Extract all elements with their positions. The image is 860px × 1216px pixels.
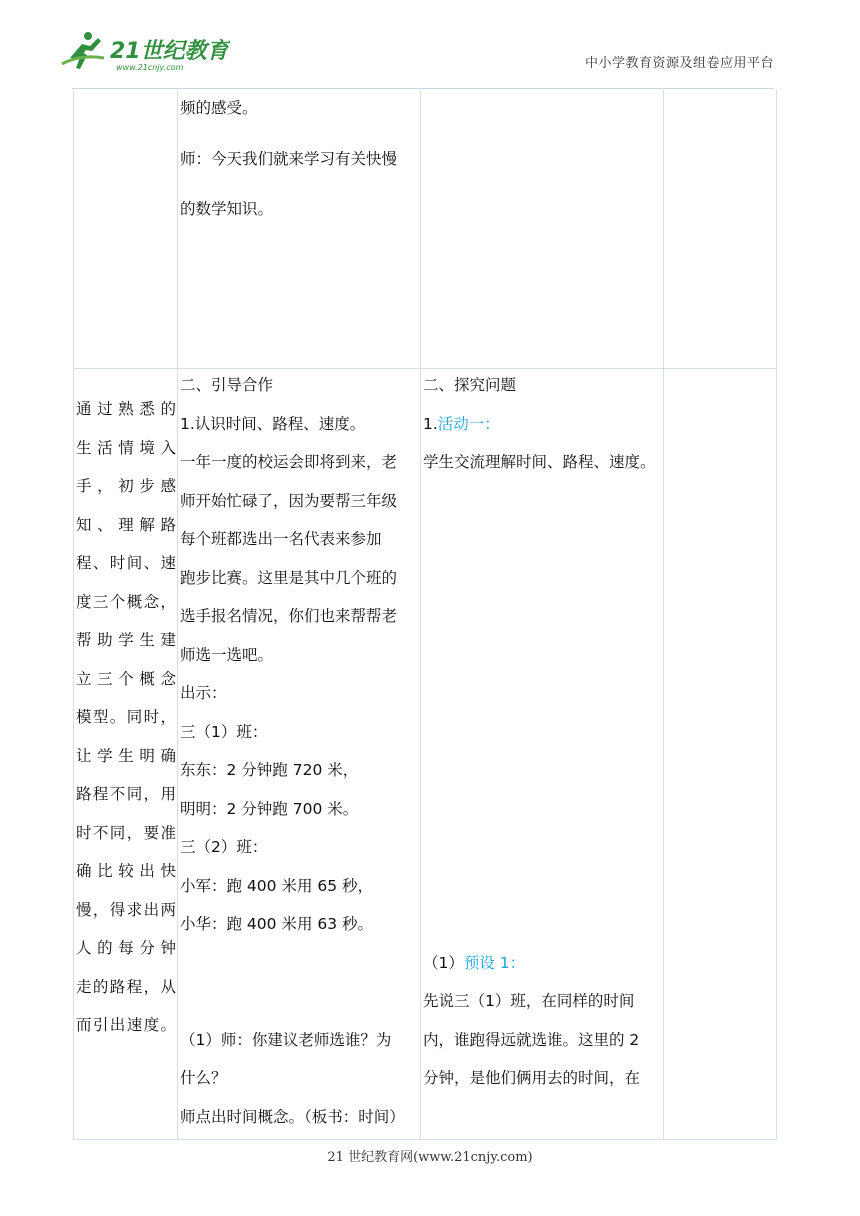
- text-line: 先说三（1）班，在同样的时间: [423, 992, 635, 1010]
- text-line: 帮助学生建: [76, 631, 176, 649]
- text-line: 的数学知识。: [180, 200, 274, 218]
- text-line: 一年一度的校运会即将到来，老: [180, 453, 398, 471]
- text-line: 每个班都选出一名代表来参加: [180, 530, 382, 548]
- text-line: 通过熟悉的: [76, 400, 176, 418]
- text-line: 三（2）班：: [180, 838, 268, 856]
- text-line: 人的每分钟: [76, 939, 176, 957]
- text-line: 师点出时间概念。（板书：时间）: [180, 1107, 405, 1126]
- text-line: 度三个概念，: [76, 592, 176, 611]
- activity-label: 1.活动一：: [423, 414, 500, 433]
- text-line: 生活情境入: [76, 438, 176, 457]
- logo-url: www.21cnjy.com: [116, 63, 184, 72]
- student-activity: [423, 366, 665, 1098]
- text-line: 分钟，是他们俩用去的时间，在: [423, 1069, 641, 1087]
- text-line: 1.认识时间、路程、速度。: [180, 414, 366, 433]
- text-line: 时不同，要准: [76, 823, 176, 842]
- preset-label: （1）预设 1：: [423, 953, 526, 972]
- text-line: 出示：: [180, 684, 227, 702]
- text-line: 模型。同时，: [76, 708, 176, 726]
- text-line: 频的感受。: [180, 99, 258, 117]
- logo-text: 21世纪教育: [110, 39, 229, 64]
- text-line: 小华：跑 400 米用 63 秒。: [180, 915, 374, 933]
- section-heading: 二、探究问题: [423, 376, 517, 394]
- text-line: 手，初步感: [76, 477, 176, 495]
- text-line: 什么？: [180, 1069, 227, 1087]
- platform-title: 中小学教育资源及组卷应用平台: [584, 56, 774, 71]
- text-line: 东东：2 分钟跑 720 米，: [180, 761, 359, 779]
- section-heading: 二、引导合作: [180, 376, 274, 394]
- text-line: 让学生明确: [76, 746, 176, 765]
- text-line: 程、时间、速: [76, 554, 176, 572]
- text-line: 跑步比赛。这里是其中几个班的: [180, 568, 398, 587]
- text-line: （1）师：你建议老师选谁？为: [180, 1030, 392, 1049]
- text-line: 内，谁跑得远就选谁。这里的 2: [423, 1030, 640, 1049]
- text-line: 确比较出快: [76, 862, 176, 880]
- page-footer: 21 世纪教育网(www.21cnjy.com): [327, 1150, 533, 1165]
- text-line: 学生交流理解时间、路程、速度。: [423, 453, 656, 471]
- design-intent: [76, 390, 176, 1045]
- text-line: 立三个概念: [76, 669, 176, 688]
- text-line: 而引出速度。: [76, 1016, 176, 1034]
- text-line: 师开始忙碌了，因为要帮三年级: [180, 491, 398, 510]
- header-divider: [72, 88, 774, 89]
- teacher-activity: [180, 366, 422, 1136]
- text-line: 小军：跑 400 米用 65 秒，: [180, 876, 374, 895]
- text-line: 师：今天我们就来学习有关快慢: [180, 149, 398, 168]
- text-line: 选手报名情况，你们也来帮帮老: [180, 607, 398, 625]
- text-line: 明明：2 分钟跑 700 米。: [180, 799, 359, 818]
- site-logo: [60, 28, 230, 74]
- text-line: 知、理解路: [76, 515, 176, 534]
- text-line: 路程不同，用: [76, 785, 176, 803]
- text-line: 三（1）班：: [180, 722, 268, 741]
- runner-icon: [62, 32, 104, 69]
- text-line: 走的路程，从: [76, 977, 176, 996]
- column-divider: [177, 90, 178, 1139]
- row1-teacher-activity: [180, 89, 422, 229]
- text-line: 慢，得求出两: [76, 900, 176, 919]
- text-line: 师选一选吧。: [180, 645, 274, 664]
